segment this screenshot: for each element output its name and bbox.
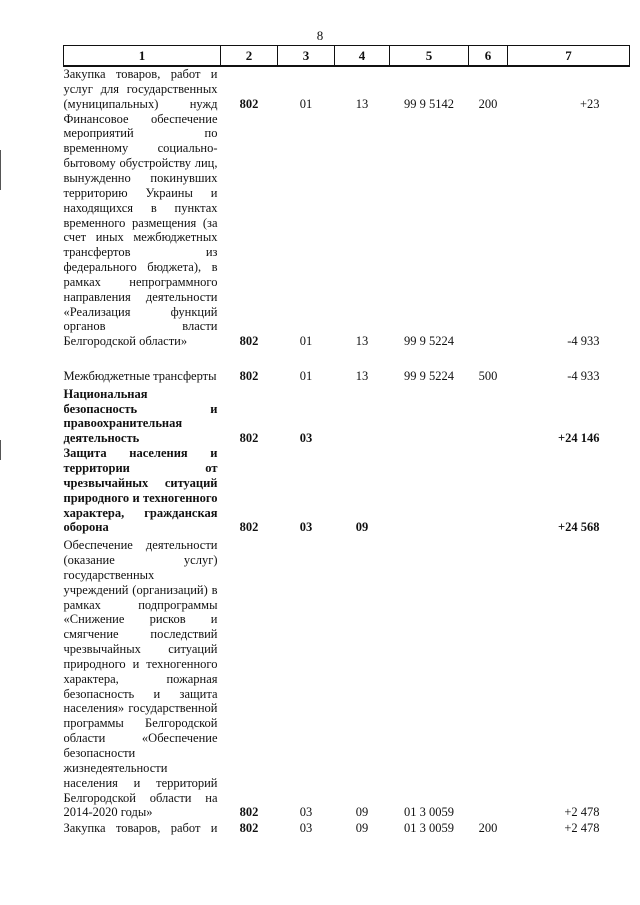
cell-target-article: 01 3 0059 xyxy=(404,821,454,836)
cell-admin-code: 802 xyxy=(239,805,259,820)
row-name: Межбюджетные трансферты xyxy=(63,369,217,384)
cell-amount: -4 933 xyxy=(567,369,600,384)
col-header-3: 3 xyxy=(278,46,335,67)
col-header-5: 5 xyxy=(390,46,469,67)
cell-admin-code: 802 xyxy=(239,96,259,111)
col-header-2: 2 xyxy=(221,46,278,67)
table-row xyxy=(64,384,630,446)
cell-expense-type xyxy=(469,112,508,350)
cell-subsection: 13 xyxy=(355,334,369,349)
cell-expense-type xyxy=(469,535,508,820)
cell-expense-type: 200 xyxy=(478,96,498,111)
page-number: 8 xyxy=(316,28,324,43)
col-header-7: 7 xyxy=(508,46,630,67)
cell-section: 03 xyxy=(299,805,313,820)
row-name: Обеспечение деятельности (оказание услуг) государственных учреждений (организаций) в рамках подпрограммы «Снижение рисков и смягчение последствий чрезвычайных ситуаций природного и техногенного характера, пожарная безопасность и защита населения» государственной программы Белгородской области «Обеспечение безопасности жизнедеятельности населения и территорий Белгородской области на 2014-2020 годы» xyxy=(63,538,218,820)
table-row xyxy=(64,446,630,535)
cell-subsection: 13 xyxy=(355,369,369,384)
cell-target-article xyxy=(390,384,469,446)
cell-admin-code: 802 xyxy=(239,520,259,535)
table-row xyxy=(64,349,630,384)
row-name: Закупка товаров, работ и услуг для государственных (муниципальных) нужд xyxy=(63,67,218,111)
cell-target-article: 01 3 0059 xyxy=(404,805,454,820)
cell-amount: +2 478 xyxy=(564,821,600,836)
cell-expense-type: 200 xyxy=(478,821,498,836)
cell-target-article: 99 9 5224 xyxy=(404,334,454,349)
cell-subsection: 09 xyxy=(355,821,369,836)
cell-admin-code: 802 xyxy=(239,431,259,446)
scan-edge-mark xyxy=(0,150,1,190)
cell-subsection: 09 xyxy=(355,520,369,535)
row-name: Закупка товаров, работ и xyxy=(63,821,218,836)
cell-admin-code: 802 xyxy=(239,369,259,384)
cell-expense-type xyxy=(469,446,508,535)
cell-section: 03 xyxy=(299,431,313,446)
cell-amount: +24 568 xyxy=(558,520,600,535)
cell-subsection xyxy=(335,384,390,446)
col-header-6: 6 xyxy=(469,46,508,67)
cell-target-article xyxy=(390,446,469,535)
table-row xyxy=(64,535,630,820)
cell-subsection: 13 xyxy=(355,96,369,111)
cell-target-article: 99 9 5142 xyxy=(404,96,454,111)
cell-admin-code: 802 xyxy=(239,334,259,349)
cell-admin-code: 802 xyxy=(239,821,259,836)
cell-amount: +2 478 xyxy=(564,805,600,820)
cell-section: 01 xyxy=(299,96,313,111)
cell-section: 01 xyxy=(299,334,313,349)
col-header-1: 1 xyxy=(64,46,221,67)
cell-expense-type: 500 xyxy=(478,369,498,384)
cell-amount: -4 933 xyxy=(567,334,600,349)
cell-target-article: 99 9 5224 xyxy=(404,369,454,384)
cell-section: 03 xyxy=(299,821,313,836)
row-name: Национальная безопасность и правоохранительная деятельность xyxy=(63,386,218,446)
budget-table xyxy=(63,45,630,836)
cell-amount: +24 146 xyxy=(558,431,600,446)
cell-section: 03 xyxy=(299,520,313,535)
cell-amount: +23 xyxy=(579,96,600,111)
table-row xyxy=(64,820,630,836)
table-row xyxy=(64,66,630,112)
cell-subsection: 09 xyxy=(355,805,369,820)
header-row xyxy=(64,46,630,67)
scan-edge-mark xyxy=(0,440,1,460)
col-header-4: 4 xyxy=(335,46,390,67)
cell-section: 01 xyxy=(299,369,313,384)
table-row xyxy=(64,112,630,350)
row-name: Защита населения и территории от чрезвычайных ситуаций природного и техногенного характера, гражданская оборона xyxy=(63,446,218,535)
row-name: Финансовое обеспечение мероприятий по временному социально-бытовому обустройству лиц, вынужденно покинувших территорию Украины и находящихся в пунктах временного размещения (за счет иных межбюджетных трансфертов из федерального бюджета), в рамках непрограммного направления деятельности «Реализация функций органов власти Белгородской области» xyxy=(63,111,218,349)
cell-expense-type xyxy=(469,384,508,446)
